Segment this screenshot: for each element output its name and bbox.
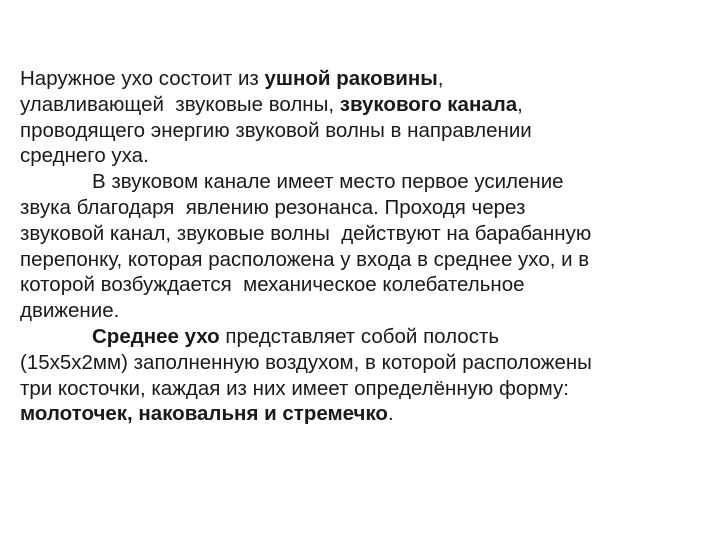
text-run: Наружное ухо состоит из [20, 67, 265, 90]
text-run: среднего уха. [20, 144, 149, 168]
bold-term: Среднее ухо [92, 324, 220, 348]
text-run: . [387, 402, 394, 426]
text-run: (15х5х2мм) заполненную воздухом, в которой расположены [20, 350, 592, 374]
text-line [20, 298, 710, 324]
text-run: , [517, 92, 523, 116]
text-line [20, 66, 710, 92]
bold-term: звукового канала [339, 92, 518, 116]
text-line [20, 247, 710, 273]
text-line [20, 195, 710, 221]
text-run: три косточки, каждая из них имеет определённую форму: [20, 376, 569, 400]
text-run: звуковой канал, звуковые волны действуют на барабанную [20, 221, 592, 245]
text-run: которой возбуждается механическое колебательное [20, 273, 525, 297]
text-run: , [437, 67, 444, 90]
text-line [20, 324, 710, 350]
text-run: проводящего энергию звуковой волны в направлении [20, 118, 532, 142]
text-run: улавливающей звуковые волны, [20, 92, 340, 116]
text-run: В звуковом канале имеет место первое усиление [92, 170, 564, 194]
text-run: перепонку, которая расположена у входа в среднее ухо, и в [20, 247, 590, 271]
text-run: движение. [20, 299, 120, 323]
bold-term: ушной раковины [264, 67, 438, 90]
body-text [20, 66, 710, 427]
text-line [20, 376, 710, 402]
text-line [20, 118, 710, 144]
text-line [20, 272, 710, 298]
text-line [20, 401, 710, 427]
text-line [20, 92, 710, 118]
text-run: представляет собой полость [219, 324, 500, 348]
text-line [20, 169, 710, 195]
text-line [20, 143, 710, 169]
text-line [20, 350, 710, 376]
text-run: звука благодаря явлению резонанса. Проходя через [20, 195, 526, 219]
text-line [20, 221, 710, 247]
bold-term: молоточек, наковальня и стремечко [20, 402, 388, 426]
